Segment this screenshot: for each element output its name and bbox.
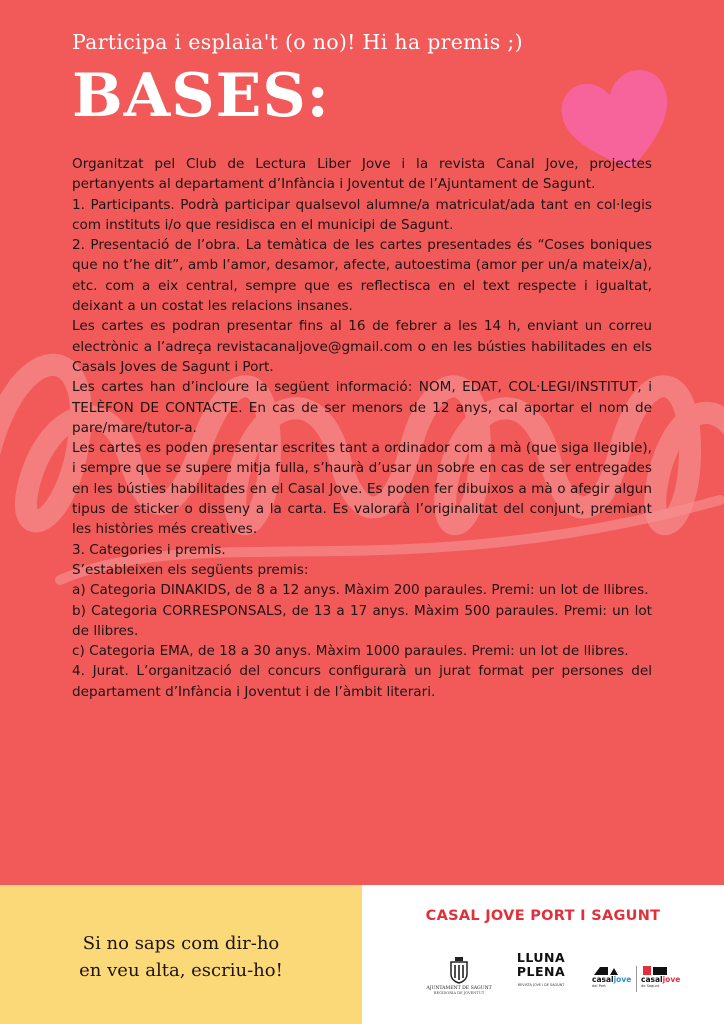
slogan-line-1: Si no saps com dir-ho [82,933,280,954]
lluna-plena-caption: REVISTA JOVE I DE SAGUNT [517,983,565,987]
prizes-intro: S’estableixen els següents premis: [72,561,309,578]
format-paragraph: Les cartes es poden presentar escrites tant a ordinador com a mà (que siga llegible), i sempre que se supere mitja fulla, s’haurà d’usar un sobre en cas de ser entregades en les bústies habilitades en el Casal Jove. Es poden fer dibuixos a mà o afegir algun tipus de sticker o disseny a la carta. Es valorarà l’originalitat del conjunt, premiant les històries més creatives. [72,440,652,538]
lluna-plena-line-1: LLUNA [516,950,566,965]
coat-of-arms-icon [449,956,469,984]
casal-jove-title: CASAL JOVE PORT I SAGUNT [425,908,661,924]
lluna-plena-logo [510,951,572,1013]
casal-jove-port-logo [592,964,632,998]
categories-heading: 3. Categories i premis. [72,541,226,558]
slogan-line-2: en veu alta, escriu-ho! [79,960,283,981]
jove-word: jove [613,975,632,984]
slogan [0,930,362,984]
deadline-paragraph: Les cartes es podran presentar fins al 16 de febrer a les 14 h, enviant un correu electrònic a l’adreça revistacanaljove@gmail.com o en les bústies habilitades en els Casals Joves de Sagunt i Port. [72,318,652,375]
ajuntament-logo [420,956,498,1008]
category-a: a) Categoria DINAKIDS, de 8 a 12 anys. Màxim 200 paraules. Premi: un lot de llibres. [72,582,649,599]
jove-word: jove [662,975,681,984]
rules-text [72,154,652,702]
casal-jove-sagunt-logo [641,964,685,998]
casal-word: casal [641,975,663,984]
casal-jove-sagunt-text [641,976,685,984]
category-c: c) Categoria EMA, de 18 a 30 anys. Màxim 1000 paraules. Premi: un lot de llibres. [72,643,629,660]
presentation-paragraph: 2. Presentació de l’obra. La temàtica de les cartes presentades és “Coses boniques que no t’he dit”, amb l’amor, desamor, afecte, autoestima (amor per un/a mateix/a), etc. com a eix central, sempre que es reflectisca en el text respecte i igualtat, deixant a un costat les relacions insanes. [72,237,652,315]
casal-jove-port-text [592,976,632,984]
page-title: BASES: [72,61,330,131]
jury-paragraph: 4. Jurat. L’organització del concurs configurarà un jurat format per persones del departament d’Infància i Joventut i de l’àmbit literari. [72,663,652,700]
intro-paragraph: Organitzat pel Club de Lectura Liber Jove i la revista Canal Jove, projectes pertanyents al departament d’Infància i Joventut de l’Ajuntament de Sagunt. [72,156,652,193]
logo-divider [636,966,637,992]
casal-jove-port-place: del Port [592,984,606,988]
ajuntament-dept: REGIDORIA DE JOVENTUT [433,991,485,995]
tagline: Participa i esplaia't (o no)! Hi ha premis ;) [72,30,523,54]
casal-jove-sagunt-place: de Sagunt [641,984,660,988]
casal-word: casal [592,975,614,984]
ajuntament-name: AJUNTAMENT DE SAGUNT [426,986,492,991]
lluna-plena-line-2: PLENA [516,964,566,979]
category-b: b) Categoria CORRESPONSALS, de 13 a 17 anys. Màxim 500 paraules. Premi: un lot de llibres. [72,602,652,639]
participants-paragraph: 1. Participants. Podrà participar qualsevol alumne/a matriculat/ada tant en col·legis com instituts i/o que residisca en el municipi de Sagunt. [72,196,652,233]
required-info-paragraph: Les cartes han d’incloure la següent informació: NOM, EDAT, COL·LEGI/INSTITUT, i TELÈFON DE CONTACTE. En cas de ser menors de 12 anys, cal aportar el nom de pare/mare/tutor-a. [72,379,652,436]
